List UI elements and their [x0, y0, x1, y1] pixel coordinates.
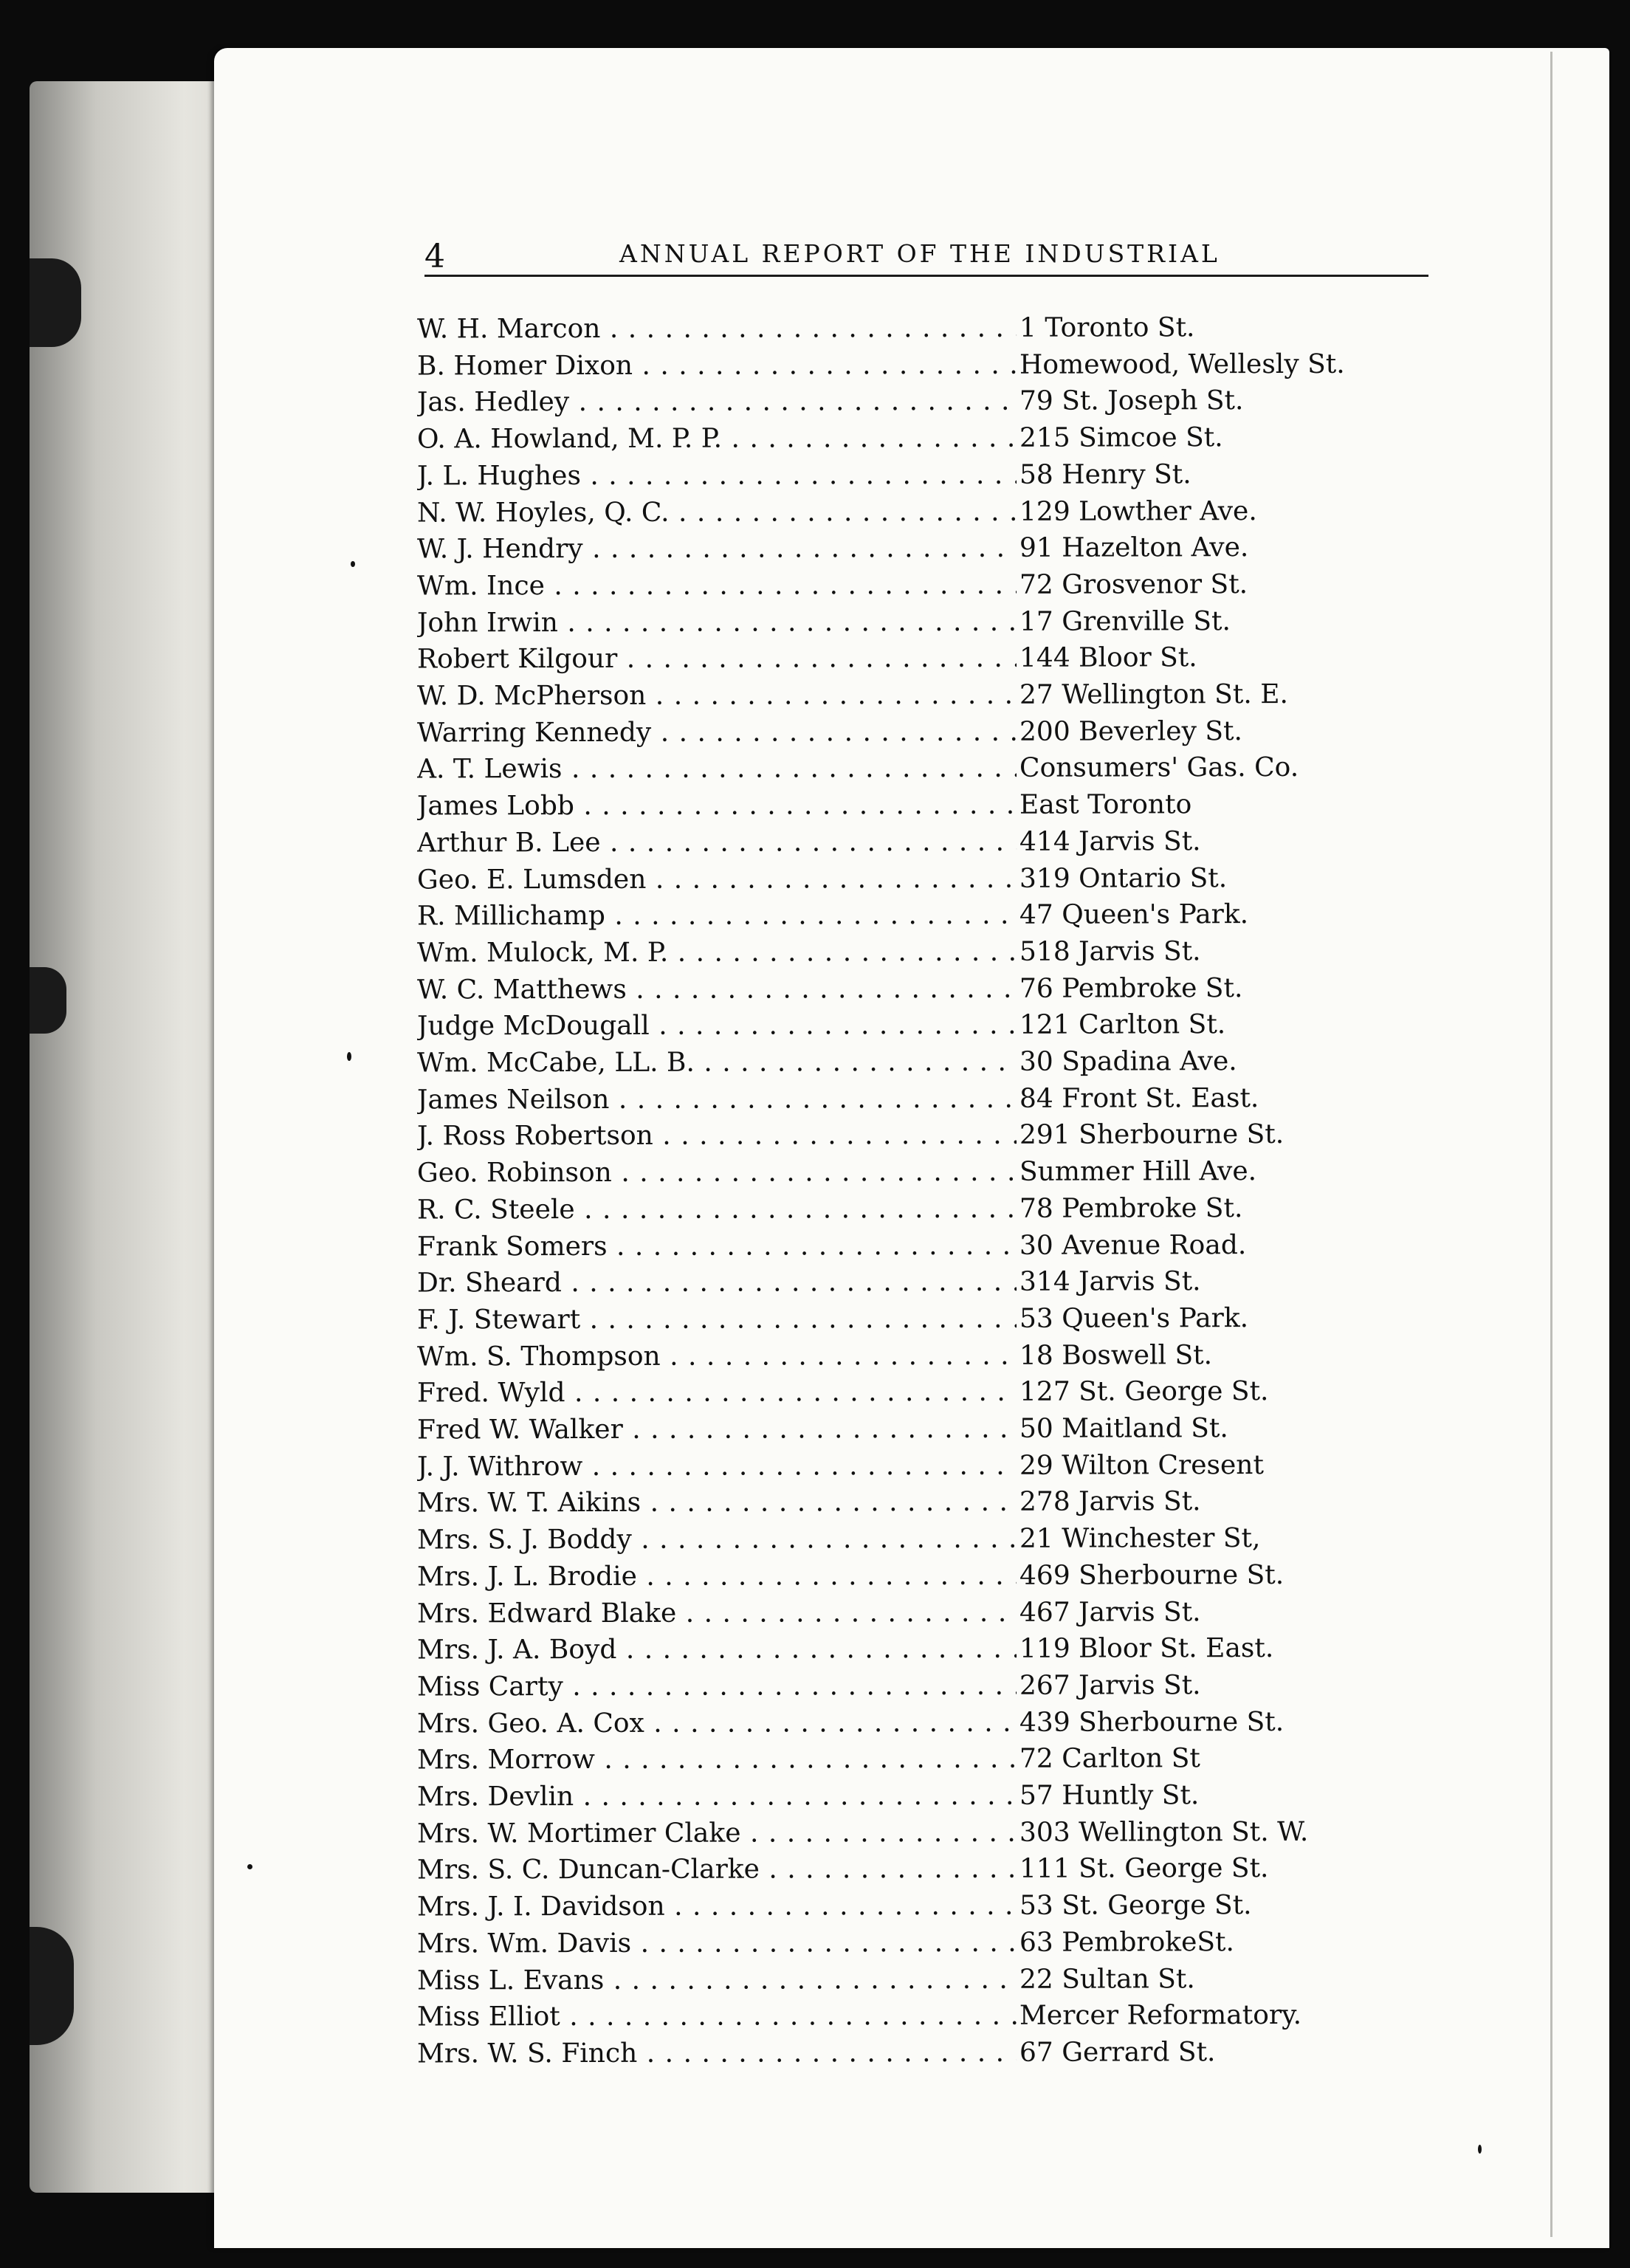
- entry-name: Jas. Hedley . . .: [417, 383, 1019, 422]
- entry-address: 84 Front St. East.: [1017, 1080, 1259, 1118]
- entry-address: 50 Maitland St.: [1017, 1410, 1228, 1448]
- list-item: [417, 1043, 1451, 1082]
- entry-address: 215 Simcoe St.: [1017, 419, 1223, 457]
- list-item: [417, 1520, 1451, 1559]
- entry-name: W. H. Marcon . . .: [417, 310, 1019, 348]
- entry-name: Miss Carty . . .: [417, 1668, 1019, 1706]
- entry-address: 518 Jarvis St.: [1017, 933, 1201, 971]
- entry-address: Consumers' Gas. Co.: [1017, 749, 1299, 787]
- entry-name: R. C. Steele . . .: [417, 1191, 1019, 1229]
- list-item: [417, 1703, 1451, 1742]
- list-item: [417, 1446, 1451, 1485]
- entry-address: 53 Queen's Park.: [1017, 1300, 1248, 1338]
- entry-name: Mrs. Devlin . . .: [417, 1778, 1019, 1816]
- list-item: [417, 1923, 1451, 1962]
- entry-address: 144 Bloor St.: [1017, 640, 1197, 678]
- entry-address: 319 Ontario St.: [1017, 860, 1227, 898]
- list-item: [417, 1226, 1451, 1265]
- list-item: [417, 712, 1451, 752]
- list-item: [417, 1740, 1451, 1779]
- list-item: [417, 492, 1451, 532]
- entry-name: Frank Somers . . .: [417, 1227, 1019, 1265]
- entry-address: 21 Winchester St,: [1017, 1520, 1261, 1558]
- list-item: [417, 1813, 1451, 1852]
- entry-address: 127 St. George St.: [1017, 1373, 1269, 1411]
- entry-address: 57 Huntly St.: [1017, 1777, 1199, 1815]
- entry-name: Warring Kennedy . . .: [417, 713, 1019, 752]
- entry-address: 27 Wellington St. E.: [1017, 676, 1288, 714]
- entry-address: 200 Beverley St.: [1017, 713, 1242, 751]
- entry-name: J. J. Withrow . . .: [417, 1447, 1019, 1485]
- list-item: [417, 786, 1451, 825]
- entry-address: 119 Bloor St. East.: [1017, 1630, 1273, 1668]
- entry-name: J. L. Hughes . . .: [417, 457, 1019, 495]
- list-item: [417, 1373, 1451, 1412]
- entry-address: 267 Jarvis St.: [1017, 1667, 1201, 1705]
- list-item: [417, 1556, 1451, 1595]
- entry-name: James Neilson . . .: [417, 1080, 1019, 1118]
- entry-name: Mrs. Edward Blake . . .: [417, 1594, 1019, 1632]
- entry-name: John Irwin . . .: [417, 603, 1019, 642]
- list-item: [417, 822, 1451, 862]
- page-number: 4: [424, 238, 445, 275]
- entry-name: Mrs. J. A. Boyd . . .: [417, 1631, 1019, 1669]
- entry-name: R. Millichamp . . .: [417, 897, 1019, 935]
- entry-name: Mrs. Wm. Davis . . .: [417, 1925, 1019, 1963]
- page-edge: [1550, 52, 1552, 2237]
- entry-address: 63 PembrokeSt.: [1017, 1924, 1234, 1962]
- entry-address: 76 Pembroke St.: [1017, 970, 1242, 1008]
- entry-name: N. W. Hoyles, Q. C. . . .: [417, 493, 1019, 532]
- entry-address: Summer Hill Ave.: [1017, 1153, 1256, 1191]
- entry-name: Miss L. Evans . . .: [417, 1961, 1019, 1999]
- entry-name: Judge McDougall . . .: [417, 1007, 1019, 1045]
- list-item: [417, 1116, 1451, 1155]
- entry-address: 467 Jarvis St.: [1017, 1594, 1201, 1632]
- entry-name: Fred. Wyld . . .: [417, 1374, 1019, 1412]
- list-item: [417, 346, 1451, 385]
- entry-address: 78 Pembroke St.: [1017, 1190, 1242, 1228]
- entry-name: W. D. McPherson . . .: [417, 677, 1019, 715]
- entry-name: Wm. Ince . . .: [417, 567, 1019, 605]
- entry-name: Robert Kilgour . . .: [417, 640, 1019, 678]
- entry-name: Fred W. Walker . . .: [417, 1411, 1019, 1449]
- entry-name: W. J. Hendry . . .: [417, 530, 1019, 568]
- entry-name: A. T. Lewis . . .: [417, 750, 1019, 788]
- entry-address: 30 Avenue Road.: [1017, 1227, 1246, 1265]
- entry-address: 18 Boswell St.: [1017, 1337, 1212, 1375]
- entry-address: 53 St. George St.: [1017, 1887, 1252, 1925]
- list-item: [417, 749, 1451, 788]
- entry-name: James Lobb . . .: [417, 787, 1019, 825]
- list-item: [417, 639, 1451, 678]
- entry-name: Mrs. W. Mortimer Clake . . .: [417, 1814, 1019, 1852]
- list-item: [417, 1299, 1451, 1339]
- entry-address: 414 Jarvis St.: [1017, 823, 1201, 861]
- list-item: [417, 1630, 1451, 1669]
- list-item: [417, 1960, 1451, 1999]
- entry-address: 121 Carlton St.: [1017, 1006, 1225, 1044]
- entry-name: Mrs. W. T. Aikins . . .: [417, 1484, 1019, 1522]
- entry-address: Mercer Reformatory.: [1017, 1997, 1301, 2035]
- entry-name: Geo. Robinson . . .: [417, 1154, 1019, 1192]
- entry-address: 72 Grosvenor St.: [1017, 566, 1248, 604]
- entry-address: 1 Toronto St.: [1017, 309, 1195, 347]
- entry-address: East Toronto: [1017, 786, 1191, 823]
- entry-address: 58 Henry St.: [1017, 456, 1191, 493]
- entry-address: 111 St. George St.: [1017, 1850, 1269, 1888]
- list-item: [417, 1336, 1451, 1375]
- entry-address: 67 Gerrard St.: [1017, 2034, 1216, 2072]
- entry-name: Mrs. Geo. A. Cox . . .: [417, 1704, 1019, 1742]
- entry-name: Wm. Mulock, M. P. . . .: [417, 934, 1019, 972]
- entry-name: Mrs. S. C. Duncan-Clarke . . .: [417, 1851, 1019, 1889]
- list-item: [417, 1079, 1451, 1118]
- list-item: [417, 1850, 1451, 1889]
- entry-name: Wm. S. Thompson . . .: [417, 1337, 1019, 1375]
- list-item: [417, 529, 1451, 568]
- list-item: [417, 566, 1451, 605]
- entry-address: 30 Spadina Ave.: [1017, 1043, 1237, 1081]
- list-item: [417, 1483, 1451, 1522]
- entry-name: Mrs. W. S. Finch . . .: [417, 2035, 1019, 2073]
- list-item: [417, 419, 1451, 458]
- list-item: [417, 1593, 1451, 1632]
- entry-name: Mrs. S. J. Boddy . . .: [417, 1521, 1019, 1559]
- entry-address: 17 Grenville St.: [1017, 603, 1231, 641]
- entry-address: 314 Jarvis St.: [1017, 1263, 1201, 1301]
- entry-address: 29 Wilton Cresent: [1017, 1447, 1264, 1485]
- list-item: [417, 859, 1451, 898]
- entry-address: 79 St. Joseph St.: [1017, 383, 1244, 421]
- list-item: [417, 676, 1451, 715]
- list-item: [417, 1887, 1451, 1926]
- entry-name: J. Ross Robertson . . .: [417, 1117, 1019, 1155]
- list-item: [417, 1666, 1451, 1705]
- list-item: [417, 602, 1451, 642]
- entry-address: 291 Sherbourne St.: [1017, 1116, 1284, 1154]
- list-item: [417, 382, 1451, 422]
- entry-address: 91 Hazelton Ave.: [1017, 529, 1248, 567]
- list-item: [417, 1997, 1451, 2036]
- entry-name: Dr. Sheard . . .: [417, 1264, 1019, 1302]
- entry-address: 469 Sherbourne St.: [1017, 1557, 1284, 1595]
- list-item: [417, 1777, 1451, 1816]
- entry-name: Mrs. Morrow . . .: [417, 1741, 1019, 1779]
- entry-address: Homewood, Wellesly St.: [1017, 346, 1345, 384]
- list-item: [417, 1006, 1451, 1045]
- header-title: ANNUAL REPORT OF THE INDUSTRIAL: [619, 239, 1220, 268]
- entry-address: 303 Wellington St. W.: [1017, 1814, 1308, 1852]
- list-item: [417, 1263, 1451, 1302]
- entry-name: Geo. E. Lumsden . . .: [417, 860, 1019, 898]
- entry-name: O. A. Howland, M. P. P. . . .: [417, 420, 1019, 458]
- list-item: [417, 1189, 1451, 1228]
- list-item: [417, 309, 1451, 348]
- list-item: [417, 1153, 1451, 1192]
- list-item: [417, 2033, 1451, 2072]
- entry-address: 72 Carlton St: [1017, 1741, 1200, 1779]
- list-item: [417, 969, 1451, 1008]
- running-head: [424, 230, 1428, 277]
- entry-address: 278 Jarvis St.: [1017, 1484, 1201, 1522]
- entry-address: 129 Lowther Ave.: [1017, 493, 1257, 531]
- entry-name: Arthur B. Lee . . .: [417, 824, 1019, 862]
- entry-name: Mrs. J. L. Brodie . . .: [417, 1558, 1019, 1596]
- list-item: [417, 896, 1451, 935]
- entry-name: B. Homer Dixon . . .: [417, 346, 1019, 385]
- entry-name: Wm. McCabe, LL. B. . . .: [417, 1044, 1019, 1082]
- list-item: [417, 932, 1451, 972]
- entry-address: 47 Queen's Park.: [1017, 896, 1248, 934]
- entry-name: Miss Elliot . . .: [417, 1998, 1019, 2036]
- entry-name: W. C. Matthews . . .: [417, 970, 1019, 1008]
- list-item: [417, 456, 1451, 495]
- entry-name: Mrs. J. I. Davidson . . .: [417, 1888, 1019, 1926]
- entry-address: 22 Sultan St.: [1017, 1961, 1195, 1999]
- entry-address: 439 Sherbourne St.: [1017, 1704, 1284, 1742]
- list-item: [417, 1410, 1451, 1449]
- entry-name: F. J. Stewart . . .: [417, 1301, 1019, 1339]
